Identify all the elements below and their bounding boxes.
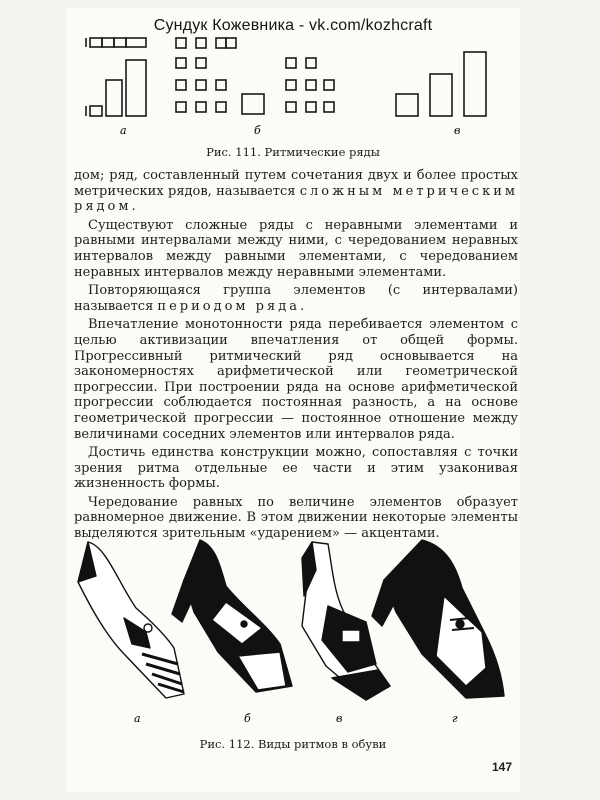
text-run: .	[299, 298, 305, 314]
row-a-small-4	[126, 38, 146, 47]
book-page	[66, 8, 520, 792]
paragraph	[74, 168, 518, 215]
figure-111-rhythmic-rows	[66, 30, 520, 142]
shoe-b	[172, 540, 292, 692]
figure-112-caption: Рис. 112. Виды ритмов в обуви	[199, 737, 387, 751]
figure-112-label-a: а	[134, 712, 141, 725]
figure-111-label-b: б	[254, 124, 261, 137]
figure-111-label-a: а	[120, 124, 127, 137]
paragraph	[74, 317, 518, 442]
term-spaced: периодом ряда	[157, 298, 300, 314]
text-run: дом; ряд, составленный путем сочетания двух и более простых метрических рядов, называется	[74, 168, 518, 199]
text-run: Впечатление монотонности ряда перебивается элементом с целью активизации впечатления от общей формы. Прогрессивный ритмический ряд основывается на закономерностях арифметической или геометрической прогрессии. При построении ряда на основе арифметической прогрессии соблюдается постоянная разность, а на основе геометрической прогрессии — постоянное отношение между величинами соседних элементов или интервалов ряда.	[74, 317, 518, 442]
body-text	[74, 168, 518, 545]
paragraph	[74, 445, 518, 492]
figure-111-label-c: в	[454, 124, 461, 137]
row-c-1	[396, 94, 418, 116]
row-c-3	[464, 52, 486, 116]
watermark: Сундук Кожевника - vk.com/kozhcraft	[153, 17, 433, 34]
page-number: 147	[491, 760, 512, 774]
figure-112-label-c: в	[336, 712, 343, 725]
paragraph	[74, 283, 518, 314]
text-run: Достичь единства конструкции можно, сопоставляя с точки зрения ритма отдельные ее части и этим узаконивая жизненность формы.	[74, 445, 518, 492]
row-a-small-3	[114, 38, 126, 47]
term-spaced: сложным метрическим рядом	[74, 183, 518, 215]
row-a-bar-2	[106, 80, 122, 116]
text-run: Повторяющаяся группа элементов (с интервалами) называется	[74, 283, 518, 314]
figure-112-label-b: б	[244, 712, 251, 725]
text-run: Чередование равных по величине элементов образует равномерное движение. В этом движении некоторые элементы выделяются зрительным «ударением» — акцентами.	[74, 494, 518, 542]
text-run: Существуют сложные ряды с неравными элементами и равными интервалами между ними, с чередованием неравных интервалов между равными элементами, с чередованием неравных интервалов между неравными элементами.	[74, 217, 518, 280]
row-a-small-1	[90, 38, 102, 47]
figure-112-shoe-rhythms	[66, 536, 520, 732]
row-a-bar-3	[126, 60, 146, 116]
row-a-bar-1	[90, 106, 102, 116]
shoe-d	[372, 540, 504, 698]
figure-112-label-d: г	[452, 712, 458, 725]
row-c-2	[430, 74, 452, 116]
text-run: .	[131, 199, 136, 215]
figure-111-caption: Рис. 111. Ритмические ряды	[206, 145, 380, 159]
row-a-small-2	[102, 38, 114, 47]
paragraph	[74, 218, 518, 280]
shoe-a	[78, 542, 184, 698]
paragraph	[74, 495, 518, 542]
